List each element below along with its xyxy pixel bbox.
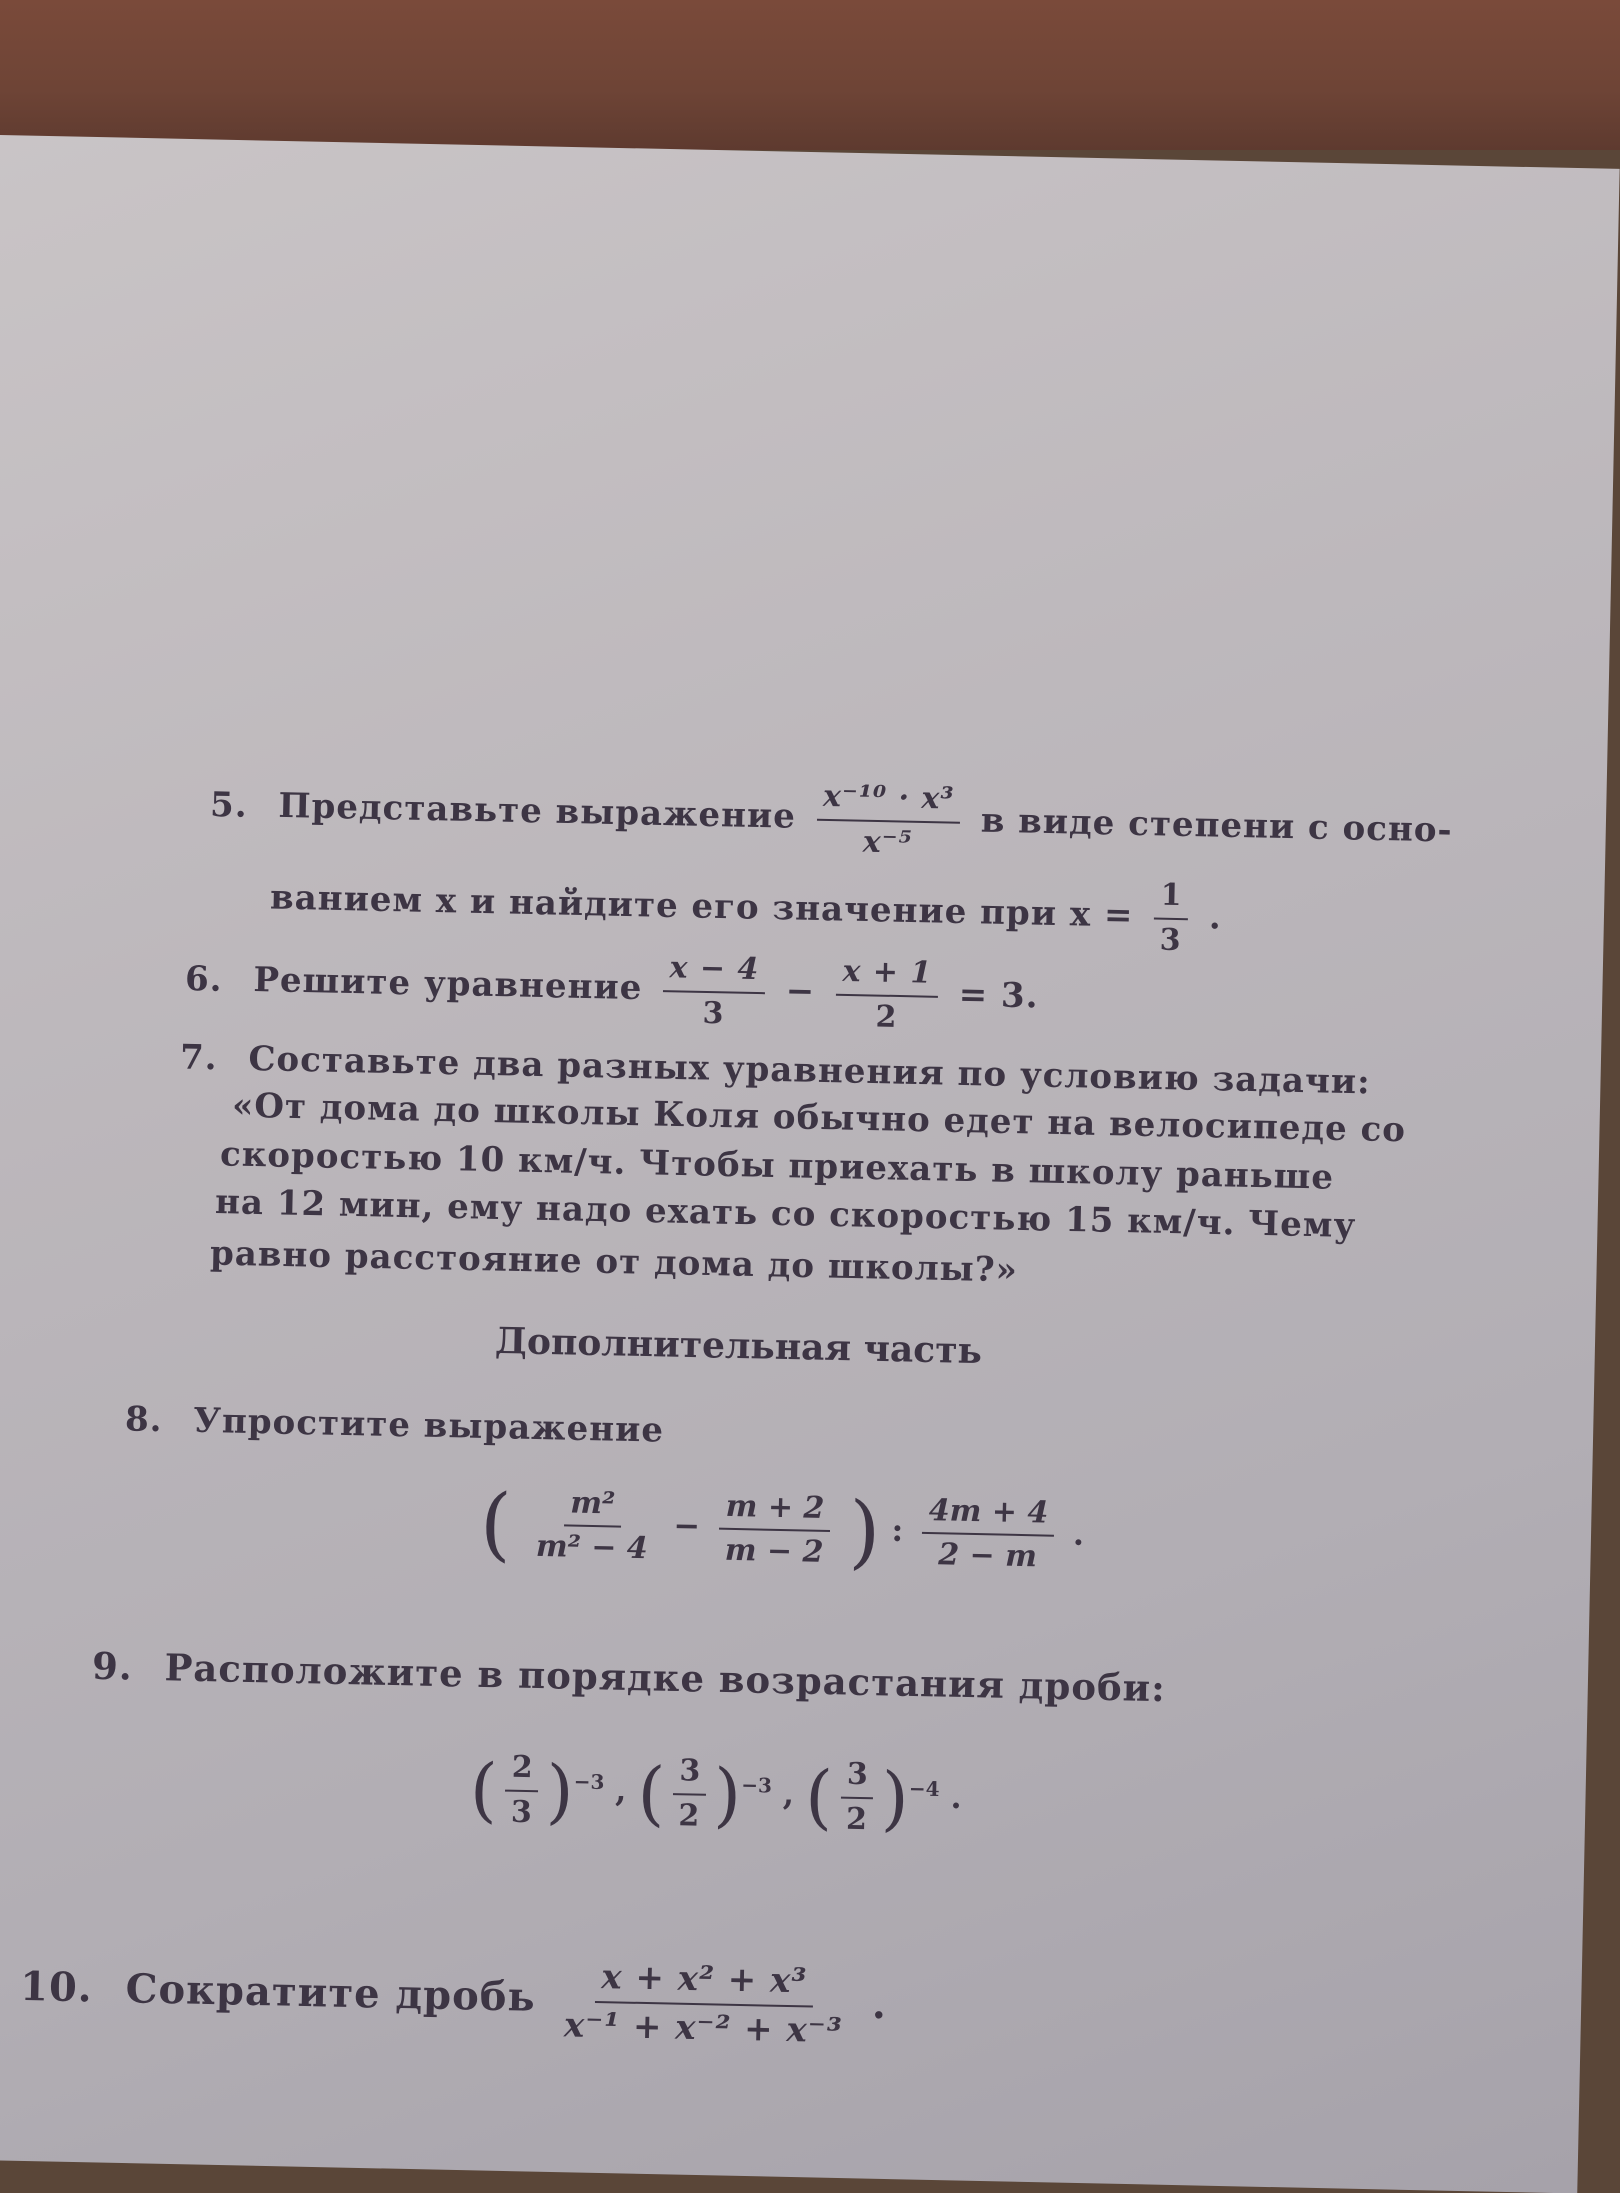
task-10-text: Сократите дробь bbox=[125, 1965, 537, 2021]
task-5-fraction-numerator: x⁻¹⁰ · x³ bbox=[817, 780, 961, 823]
task-10-end: . bbox=[871, 1980, 888, 2029]
task-7-text-line-3: скоростью 10 км/ч. Чтобы приехать в школу раньше bbox=[219, 1134, 1335, 1198]
task-6-text: Решите уравнение bbox=[253, 959, 643, 1009]
task-5-number: 5. bbox=[209, 784, 249, 826]
task-8-fraction-3-numerator: 4m + 4 bbox=[922, 1493, 1054, 1536]
task-6-fraction-2 bbox=[835, 955, 938, 1036]
task-7-line-5 bbox=[210, 1234, 1019, 1291]
task-8-fraction-3-denominator: 2 − m bbox=[937, 1537, 1038, 1575]
task-9-item-2-exponent: −3 bbox=[741, 1772, 773, 1798]
task-9-expression bbox=[469, 1750, 962, 1839]
task-9-item-3-fraction bbox=[840, 1758, 875, 1838]
section-title: Дополнительная часть bbox=[494, 1319, 983, 1373]
task-9-item-1: ( $\frac{2}{3}$ )$^{-3}$ bbox=[469, 1748, 605, 1833]
task-5-value-denominator: 3 bbox=[1159, 922, 1183, 958]
task-8-end: . bbox=[1072, 1514, 1085, 1553]
task-7-text-line-1: Составьте два разных уравнения по условию задачи: bbox=[248, 1038, 1372, 1103]
task-9-text: Расположите в порядке возрастания дроби: bbox=[164, 1645, 1167, 1711]
task-7-text-line-4: на 12 мин, ему надо ехать со скоростью 15 км/ч. Чему bbox=[214, 1182, 1357, 1246]
task-8-division: : bbox=[891, 1510, 904, 1550]
task-10-fraction-denominator: x⁻¹ + x⁻² + x⁻³ bbox=[563, 2005, 844, 2052]
task-6-rhs: = 3. bbox=[958, 974, 1039, 1017]
task-6-number: 6. bbox=[184, 958, 224, 1000]
task-9-item-3-numerator: 3 bbox=[840, 1758, 874, 1799]
task-8-fraction-2-numerator: m + 2 bbox=[719, 1489, 830, 1532]
task-10-number: 10. bbox=[19, 1963, 94, 2012]
task-8-minus: − bbox=[672, 1506, 701, 1545]
task-6-fraction-2-denominator: 2 bbox=[875, 999, 898, 1035]
task-9-item-3: ( $\frac{3}{2}$ )$^{-4}$ bbox=[804, 1755, 940, 1840]
task-6-minus: − bbox=[785, 971, 816, 1012]
task-9-item-1-numerator: 2 bbox=[505, 1751, 539, 1792]
task-6-line bbox=[184, 941, 1039, 1038]
task-5-end: . bbox=[1208, 897, 1223, 938]
task-5-value-fraction bbox=[1153, 879, 1189, 959]
task-9-item-2-fraction bbox=[672, 1754, 707, 1834]
task-8-fraction-1 bbox=[530, 1485, 655, 1567]
task-6-fraction-1-numerator: x − 4 bbox=[663, 951, 766, 994]
task-9-item-3-exponent: −4 bbox=[908, 1776, 940, 1802]
task-9-item-2-numerator: 3 bbox=[673, 1754, 707, 1795]
task-9-item-1-exponent: −3 bbox=[573, 1769, 605, 1795]
task-8-fraction-2-denominator: m − 2 bbox=[724, 1532, 824, 1570]
task-5-value-numerator: 1 bbox=[1154, 879, 1189, 920]
task-9-number: 9. bbox=[91, 1643, 134, 1689]
task-9-item-2: ( $\frac{3}{2}$ )$^{-3}$ bbox=[636, 1751, 773, 1837]
task-9-item-3-denominator: 2 bbox=[845, 1801, 868, 1837]
task-9-item-1-fraction bbox=[505, 1751, 540, 1831]
task-9-line bbox=[92, 1644, 1167, 1710]
task-9-separator-2: , bbox=[782, 1774, 795, 1813]
task-9-item-1-denominator: 3 bbox=[510, 1794, 533, 1830]
task-9-separator-1: , bbox=[615, 1770, 627, 1810]
task-8-expression bbox=[479, 1476, 1085, 1579]
task-7-text-line-2: «От дома до школы Коля обычно едет на велосипеде со bbox=[231, 1085, 1407, 1151]
task-5-text: Представьте выражение bbox=[278, 785, 797, 837]
task-10-fraction-numerator: x + x² + x³ bbox=[595, 1958, 814, 2008]
task-6-fraction-2-numerator: x + 1 bbox=[836, 955, 939, 998]
task-6-fraction-1-denominator: 3 bbox=[702, 995, 725, 1031]
task-8-close-paren: ) bbox=[848, 1484, 882, 1579]
task-10-fraction bbox=[558, 1957, 850, 2051]
task-7-text-line-5: равно расстояние от дома до школы?» bbox=[209, 1233, 1019, 1291]
task-5-line-2-text: ванием x и найдите его значение при x = bbox=[269, 877, 1134, 936]
task-8-fraction-1-denominator: m² − 4 bbox=[535, 1528, 649, 1567]
task-6-fraction-1 bbox=[662, 951, 765, 1032]
task-5-line-1 bbox=[209, 767, 1453, 872]
task-8-fraction-2 bbox=[718, 1489, 830, 1570]
task-8-line bbox=[125, 1399, 665, 1450]
task-8-open-paren: ( bbox=[479, 1476, 513, 1571]
task-9-end: . bbox=[950, 1777, 963, 1817]
task-8-number: 8. bbox=[124, 1399, 163, 1441]
task-5-text-after: в виде степени с осно- bbox=[980, 800, 1454, 851]
task-8-fraction-3 bbox=[922, 1493, 1055, 1575]
task-10-line bbox=[19, 1946, 888, 2052]
task-5-fraction-denominator: x⁻⁵ bbox=[862, 824, 914, 861]
task-9-item-2-denominator: 2 bbox=[678, 1797, 700, 1834]
task-8-text: Упростите выражение bbox=[192, 1400, 665, 1451]
task-8-fraction-1-numerator: m² bbox=[564, 1486, 622, 1528]
task-5-fraction bbox=[816, 780, 961, 862]
task-5-line-2 bbox=[269, 860, 1222, 959]
task-7-number: 7. bbox=[179, 1037, 219, 1079]
